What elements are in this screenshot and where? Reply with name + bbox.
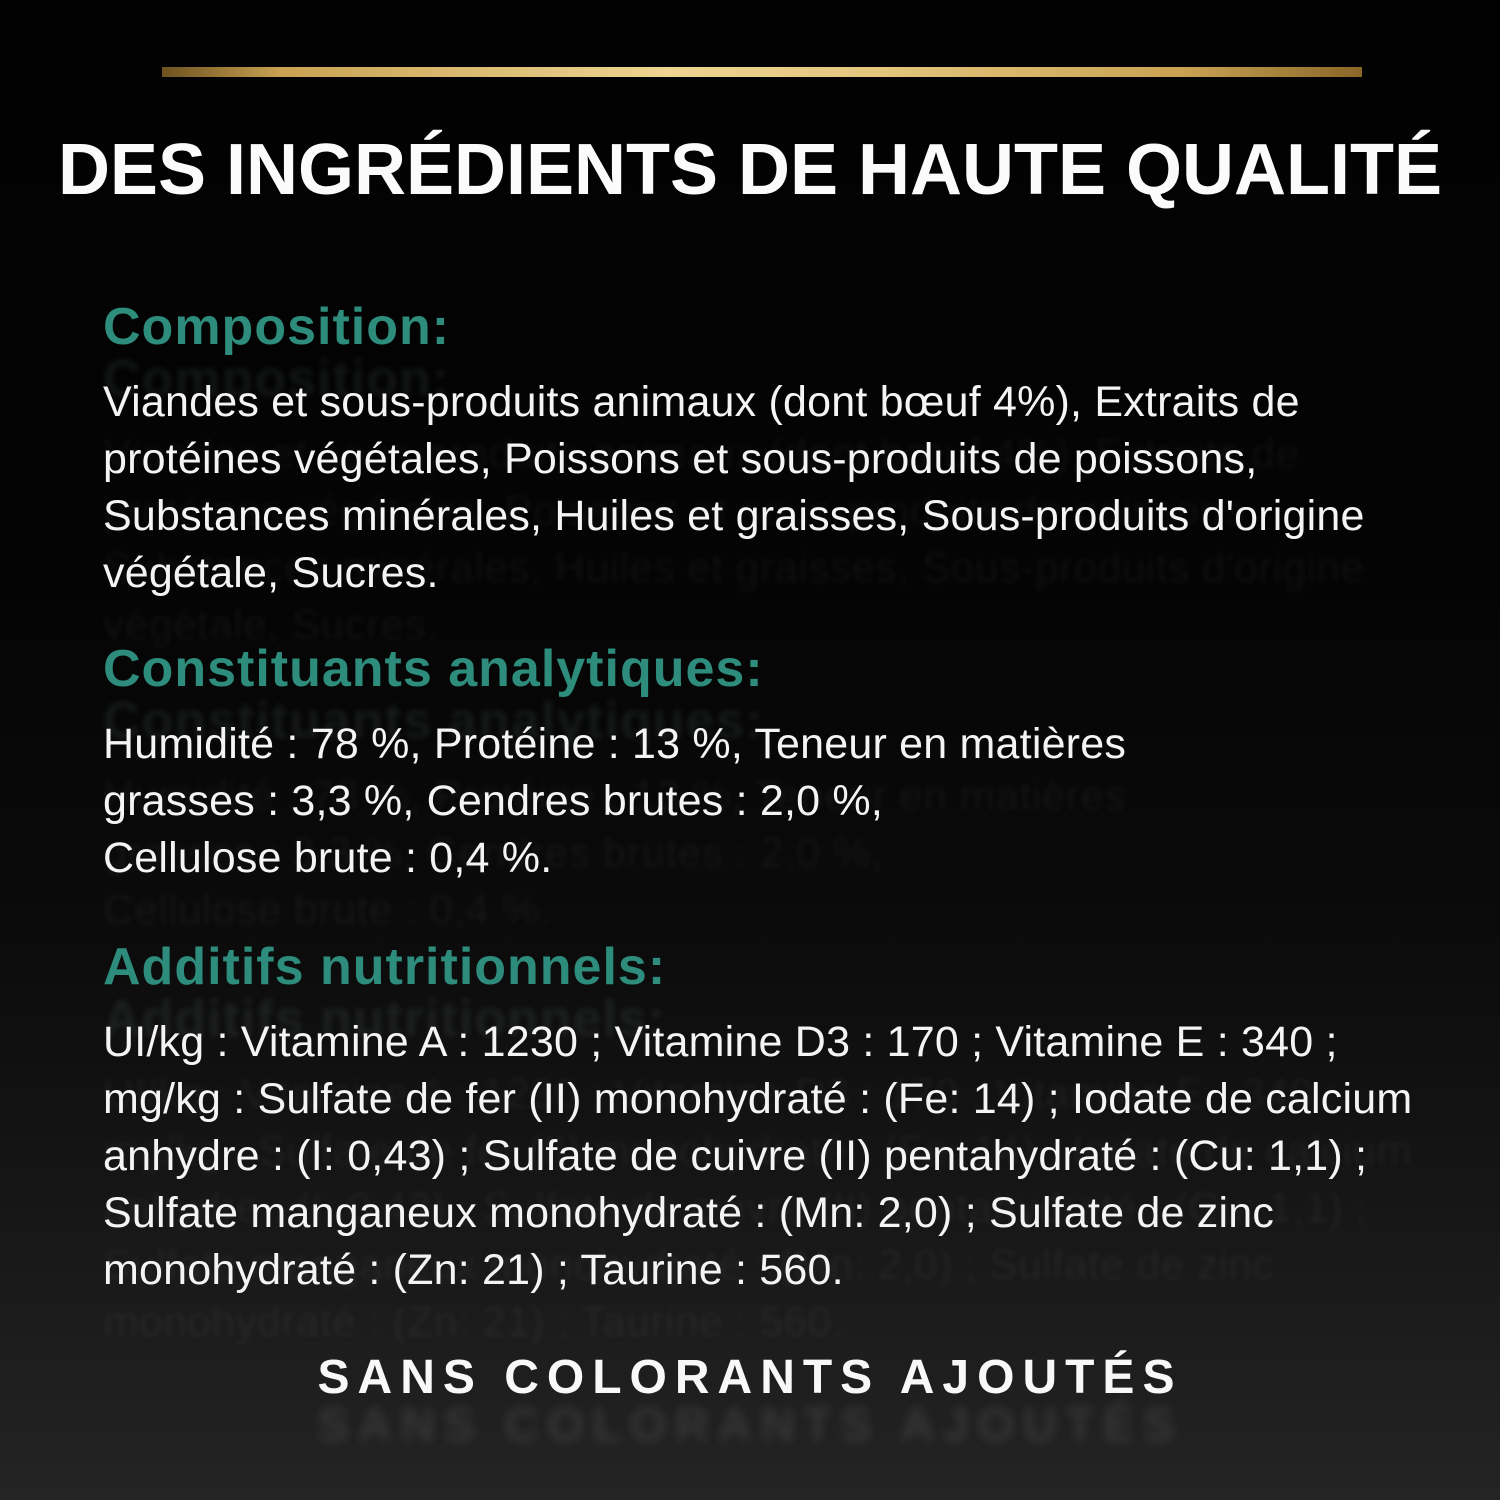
gold-divider [162,67,1362,77]
analytical-constituents-line: Humidité : 78 %, Protéine : 13 %, Teneur en matières [103,720,1127,768]
page-title: DES INGRÉDIENTS DE HAUTE QUALITÉ [57,130,1443,210]
composition-section [103,296,1443,602]
analytical-constituents-line: Cellulose brute : 0,4 %. [103,834,553,882]
nutritional-additives-body [103,1014,1443,1299]
nutritional-additives-line: mg/kg : Sulfate de fer (II) monohydraté : (Fe: 14) ; Iodate de calcium [103,1075,1413,1123]
analytical-constituents-line: grasses : 3,3 %, Cendres brutes : 2,0 %, [103,777,883,825]
nutritional-additives-line: anhydre : (I: 0,43) ; Sulfate de cuivre (II) pentahydraté : (Cu: 1,1) ; [103,1132,1368,1180]
composition-heading: Composition: [103,298,451,356]
composition-line: Viandes et sous-produits animaux (dont bœuf 4%), Extraits de [103,378,1300,426]
composition-body [103,374,1443,602]
analytical-constituents-heading: Constituants analytiques: [103,640,764,698]
analytical-constituents-section [103,638,1443,887]
nutritional-additives-line: monohydraté : (Zn: 21) ; Taurine : 560. [103,1246,844,1294]
no-added-colorants-claim: SANS COLORANTS AJOUTÉS [317,1351,1183,1404]
composition-line: végétale, Sucres. [103,549,439,597]
composition-line: protéines végétales, Poissons et sous-produits de poissons, [103,435,1258,483]
nutritional-additives-heading: Additifs nutritionnels: [103,938,667,996]
nutritional-additives-section [103,936,1443,1299]
nutritional-additives-line: UI/kg : Vitamine A : 1230 ; Vitamine D3 : 170 ; Vitamine E : 340 ; [103,1018,1338,1066]
nutritional-additives-line: Sulfate manganeux monohydraté : (Mn: 2,0) ; Sulfate de zinc [103,1189,1275,1237]
composition-line: Substances minérales, Huiles et graisses, Sous-produits d'origine [103,492,1365,540]
analytical-constituents-body [103,716,1443,887]
